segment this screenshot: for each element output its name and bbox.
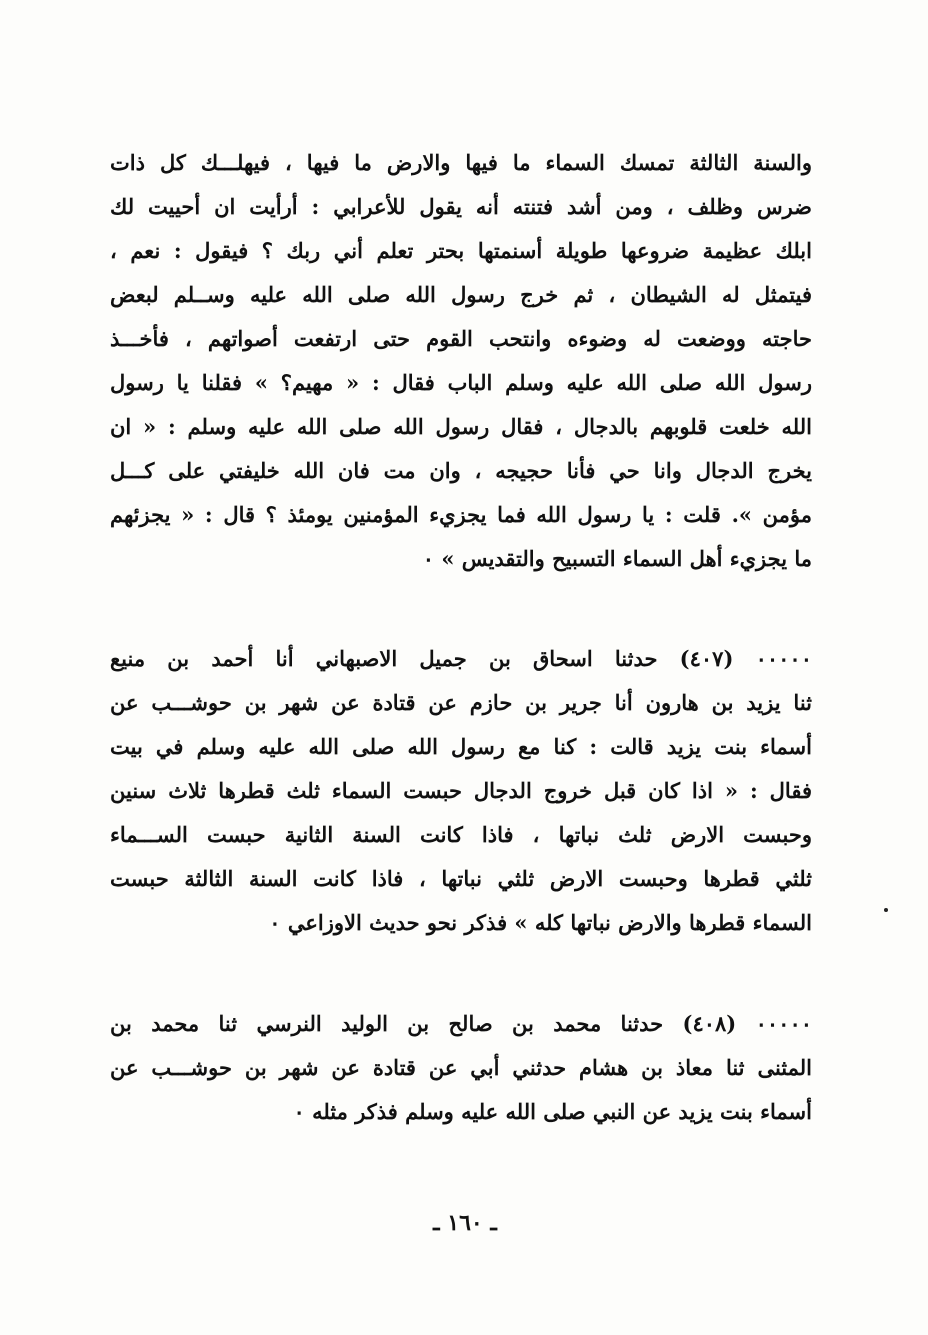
text-line: ثلثي قطرها وحبست الارض ثلثي نباتها ، فاذا كانت السنة الثالثة حبست [110, 866, 812, 891]
text-line: ثنا يزيد بن هارون أنا جرير بن حازم عن قتادة عن شهر بن حوشـــب عن [110, 690, 812, 715]
text-line: حاجته ووضعت له وضوءه وانتحب القوم حتى ارتفعت أصواتهم ، فأخـــذ [110, 326, 812, 351]
text-line: ٠٠٠٠٠ (٤٠٧) حدثنا اسحاق بن جميل الاصبهاني أنا أحمد بن منيع [110, 646, 812, 671]
text-line: ابلك عظيمة ضروعها طويلة أسنمتها بحتر تعلم أني ربك ؟ فيقول : نعم ، [110, 238, 812, 263]
text-line: السماء قطرها والارض نباتها كله » فذكر نحو حديث الاوزاعي ٠ [269, 910, 812, 935]
text-line: ضرس وظلف ، ومن أشد فتنته أنه يقول للأعرابي : أرأيت ان أحييت لك [110, 194, 812, 219]
text-line: يخرج الدجال وانا حي فأنا حجيجه ، وان مت فان الله خليفتي على كـــل [110, 458, 812, 483]
text-line: وحبست الارض ثلث نباتها ، فاذا كانت السنة الثانية حبست الســـماء [110, 822, 812, 847]
text-line: الله خلعت قلوبهم بالدجال ، فقال رسول الله صلى الله عليه وسلم : « ان [110, 414, 812, 439]
paragraph-hadith-407 [110, 637, 812, 945]
text-line: رسول الله صلى الله عليه وسلم الباب فقال : « مهيم؟ » فقلنا يا رسول [110, 370, 812, 395]
text-line: أسماء بنت يزيد قالت : كنا مع رسول الله صلى الله عليه وسلم في بيت [110, 734, 812, 759]
text-line: ما يجزيء أهل السماء التسبيح والتقديس » ٠ [422, 546, 812, 571]
text-line: فقال : « اذا كان قبل خروج الدجال حبست السماء ثلث قطرها ثلاث سنين [110, 778, 812, 803]
paragraph-hadith-continuation [110, 141, 812, 581]
scan-speck [884, 908, 888, 912]
text-line: فيتمثل له الشيطان ، ثم خرج رسول الله صلى الله عليه وســلم لبعض [110, 282, 812, 307]
paragraph-hadith-408 [110, 1002, 812, 1134]
text-line: ٠٠٠٠٠ (٤٠٨) حدثنا محمد بن صالح بن الوليد النرسي ثنا محمد بن [110, 1011, 812, 1036]
text-line: مؤمن ». قلت : يا رسول الله فما يجزيء المؤمنين يومئذ ؟ قال : « يجزئهم [110, 502, 812, 527]
text-line: المثنى ثنا معاذ بن هشام حدثني أبي عن قتادة عن شهر بن حوشـــب عن [110, 1055, 812, 1080]
text-line: والسنة الثالثة تمسك السماء ما فيها والارض ما فيها ، فيهلـــك كل ذات [110, 150, 812, 175]
page-number: ـ ١٦٠ ـ [433, 1210, 497, 1236]
text-line: أسماء بنت يزيد عن النبي صلى الله عليه وسلم فذكر مثله ٠ [293, 1099, 812, 1124]
